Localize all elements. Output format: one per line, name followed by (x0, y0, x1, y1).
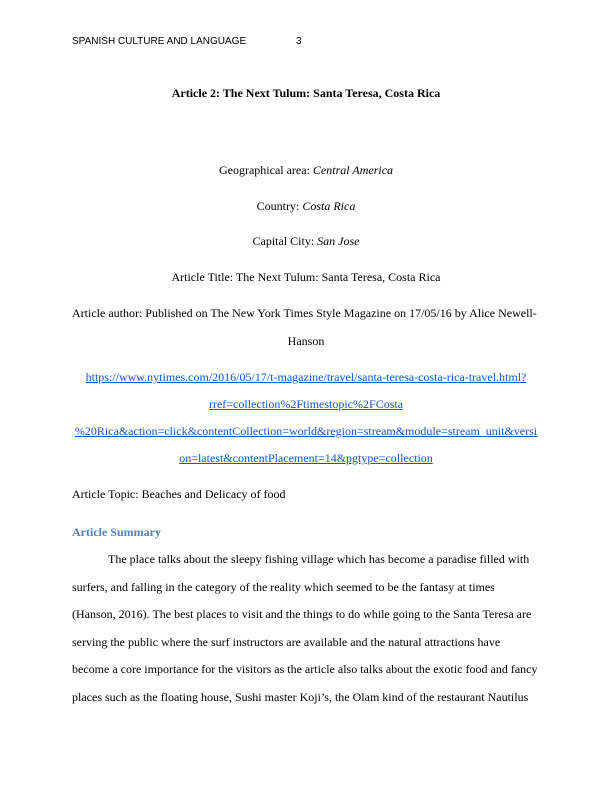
geographical-area-value: Central America (312, 163, 394, 177)
capital-city-line (72, 234, 540, 248)
article-title-line: Article Title: The Next Tulum: Santa Teresa, Costa Rica (171, 270, 441, 284)
article-url-link-3[interactable]: %20Rica&action=click&contentCollection=world&region=stream&module=stream_unit&versi (74, 424, 538, 438)
article-url-link-2[interactable]: rref=collection%2Ftimestopic%2FCosta (208, 397, 404, 411)
geographical-area-line (72, 163, 540, 177)
article-url-link-1[interactable]: https://www.nytimes.com/2016/05/17/t-magazine/travel/santa-teresa-costa-rica-travel.html? (85, 370, 527, 384)
summary-line: places such as the floating house, Sushi master Koji’s, the Olam kind of the restaurant Nautilus (72, 690, 529, 704)
article-url-line-1[interactable] (72, 370, 540, 384)
country-label: Country: (256, 199, 303, 213)
article-topic-line: Article Topic: Beaches and Delicacy of food (72, 487, 286, 501)
page-number: 3 (296, 36, 302, 47)
capital-city-label: Capital City: (252, 234, 318, 248)
article-url-line-4[interactable] (72, 451, 540, 465)
summary-line: (Hanson, 2016). The best places to visit and the things to do while going to the Santa Teresa are (72, 607, 532, 621)
article-url-line-3[interactable] (72, 424, 540, 438)
capital-city-value: San Jose (317, 234, 360, 248)
summary-line: The place talks about the sleepy fishing village which has become a paradise filled with (108, 552, 530, 566)
country-value: Costa Rica (302, 199, 356, 213)
article-summary-heading: Article Summary (72, 525, 161, 539)
summary-line: surfers, and falling in the category of the reality which seemed to be the fantasy at times (72, 580, 495, 594)
article-url-line-2[interactable] (72, 397, 540, 411)
summary-line: become a core importance for the visitors as the article also talks about the exotic food and fancy (72, 662, 538, 676)
article-author-line-1: Article author: Published on The New York Times Style Magazine on 17/05/16 by Alice Newell- (72, 306, 537, 320)
running-head: SPANISH CULTURE AND LANGUAGE (72, 36, 247, 47)
country-line (72, 199, 540, 213)
summary-line: serving the public where the surf instructors are available and the natural attractions have (72, 635, 501, 649)
article-heading: Article 2: The Next Tulum: Santa Teresa, Costa Rica (171, 86, 441, 100)
article-url-link-4[interactable]: on=latest&contentPlacement=14&pgtype=collection (179, 451, 433, 465)
article-author-line-2: Hanson (287, 334, 325, 348)
geographical-area-label: Geographical area: (218, 163, 313, 177)
